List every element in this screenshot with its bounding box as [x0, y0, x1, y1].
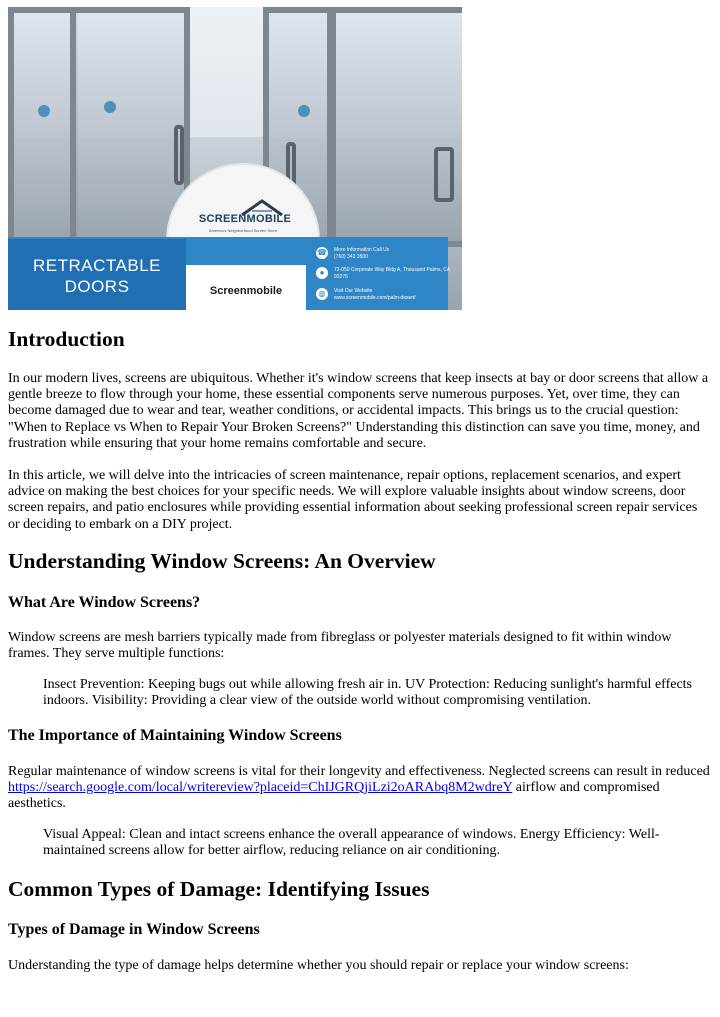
- door-decal-dot: [38, 105, 50, 117]
- heading-understanding: Understanding Window Screens: An Overview: [8, 549, 436, 573]
- hero-image: [8, 7, 462, 310]
- heading-what-are-screens: What Are Window Screens?: [8, 594, 201, 611]
- paragraph-benefits: Visual Appeal: Clean and intact screens enhance the overall appearance of windows. Energy Efficiency: Well-maintained screens allow for better airflow, reducing reliance on air conditioning.: [43, 827, 660, 859]
- phone-icon: ☎: [317, 248, 327, 257]
- globe-icon: ◍: [316, 288, 328, 300]
- banner-title: RETRACTABLE DOORS: [8, 239, 186, 310]
- review-link[interactable]: https://search.google.com/local/writereview?placeid=ChIJGRQjiLzi2oARAbq8M2wdreY: [8, 780, 513, 796]
- importance-text-before: Regular maintenance of window screens is vital for their longevity and effectiveness. Neglected screens can result in reduced: [8, 764, 710, 779]
- logo-tagline: America's Neighborhood Screen Store: [208, 228, 278, 233]
- contact-website-label: Visit Our Website: [334, 288, 373, 294]
- heading-introduction: Introduction: [8, 327, 125, 351]
- article-page: [8, 7, 712, 973]
- paragraph-what-are: Window screens are mesh barriers typically made from fibreglass or polyester materials designed to fit within window frames. They serve multiple functions:: [8, 630, 672, 662]
- heading-importance: The Importance of Maintaining Window Screens: [8, 727, 342, 744]
- logo-brand: SCREENMOBILE: [198, 213, 292, 225]
- importance-text-after: airflow and compromised aesthetics.: [8, 780, 660, 812]
- banner-brand: Screenmobile: [209, 285, 283, 297]
- paragraph-functions: Insect Prevention: Keeping bugs out while allowing fresh air in. UV Protection: Reducing sunlight's harmful effects indoors. Visibility: Providing a clear view of the outside world without compromising ventilation.: [43, 677, 692, 709]
- glass-door-panel: [70, 7, 190, 247]
- heading-damage-types: Types of Damage in Window Screens: [8, 921, 260, 938]
- contact-phone-number: (760) 343 3500: [334, 254, 368, 260]
- glass-door-panel: [330, 7, 462, 247]
- location-pin-icon: ●: [316, 267, 328, 279]
- door-decal-dot: [104, 101, 116, 113]
- paragraph-damage-types: Understanding the type of damage helps determine whether you should repair or replace your window screens:: [8, 958, 629, 973]
- door-decal-dot: [298, 105, 310, 117]
- contact-address-text: 72-050 Corporate Way Bldg A, Thousand Palms, CA 92276: [334, 267, 450, 280]
- paragraph-intro-1: In our modern lives, screens are ubiquitous. Whether it's window screens that keep insects at bay or door screens that allow a gentle breeze to flow through your home, these essential components serve numerous purposes. Yet, over time, they can become damaged due to wear and tear, weather conditions, or accidental impacts. This brings us to the crucial question: "When to Replace vs When to Repair Your Broken Screens?" Understanding this distinction can save you time, money, and frustration while ensuring that your home remains comfortable and secure.: [8, 371, 709, 451]
- contact-phone-label: More Information Call Us: [334, 247, 390, 253]
- door-handle: [434, 147, 454, 202]
- heading-damage: Common Types of Damage: Identifying Issues: [8, 877, 430, 901]
- contact-website-url: www.screenmobile.com/palm-desert/: [334, 295, 416, 301]
- paragraph-intro-2: In this article, we will delve into the intricacies of screen maintenance, repair options, replacement scenarios, and expert advice on making the best choices for your specific needs. We will explore valuable insights about window screens, door screen repairs, and patio enclosures while providing essential information about seeking professional screen repair services or deciding to embark on a DIY project.: [8, 468, 698, 532]
- door-handle: [174, 125, 184, 185]
- glass-door-panel: [8, 7, 78, 247]
- paragraph-importance: [8, 764, 712, 813]
